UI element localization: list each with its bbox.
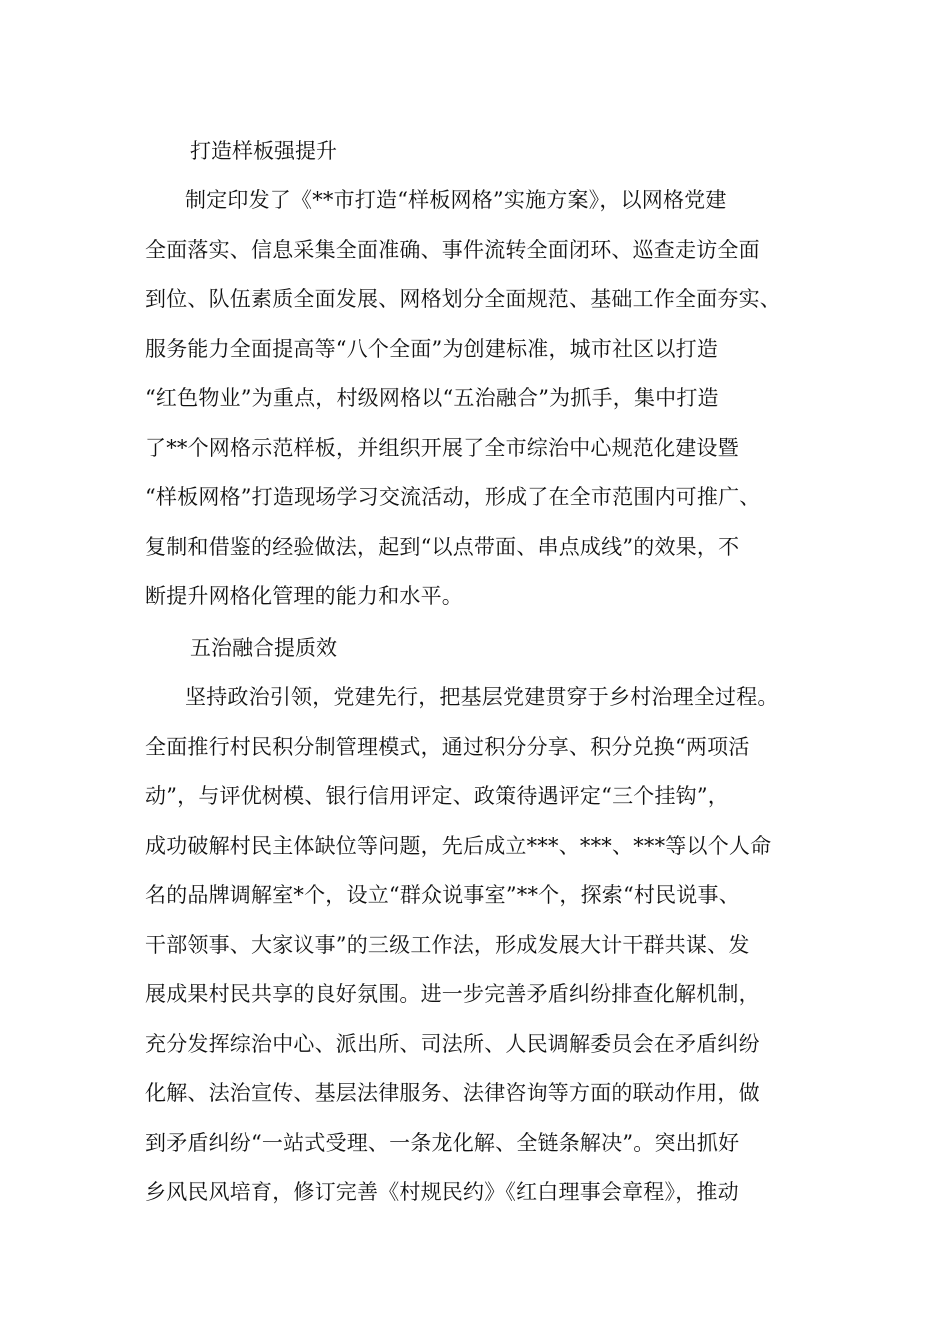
paragraph-line: 全面落实、信息采集全面准确、事件流转全面闭环、巡查走访全面 [145, 237, 760, 262]
paragraph-line: “样板网格”打造现场学习交流活动，形成了在全市范围内可推广、 [145, 485, 761, 509]
paragraph-line: 展成果村民共享的良好氛围。进一步完善矛盾纠纷排查化解机制， [145, 982, 760, 1006]
section-heading-1: 打造样板强提升 [190, 139, 337, 163]
paragraph-line: 了**个网格示范样板，并组织开展了全市综治中心规范化建设暨 [145, 435, 739, 460]
paragraph-line: 乡风民风培育，修订完善《村规民约》《红白理事会章程》，推动 [145, 1180, 739, 1204]
paragraph-line: 到位、队伍素质全面发展、网格划分全面规范、基础工作全面夯实、 [145, 287, 781, 311]
paragraph-line: 制定印发了《**市打造“样板网格”实施方案》，以网格党建 [185, 188, 727, 212]
paragraph-line: 复制和借鉴的经验做法，起到“以点带面、串点成线”的效果，不 [145, 534, 740, 559]
paragraph-line: 充分发挥综治中心、派出所、司法所、人民调解委员会在矛盾纠纷 [145, 1031, 760, 1056]
paragraph-line: 到矛盾纠纷“一站式受理、一条龙化解、全链条解决”。突出抓好 [145, 1130, 740, 1155]
paragraph-line: 坚持政治引领，党建先行，把基层党建贯穿于乡村治理全过程。 [185, 685, 779, 709]
paragraph-line: 全面推行村民积分制管理模式，通过积分分享、积分兑换“两项活 [145, 734, 750, 759]
section-paragraph-2 [145, 673, 815, 1218]
section-paragraph-1 [145, 176, 815, 622]
paragraph-line: 成功破解村民主体缺位等问题，先后成立***、***、***等以个人命 [145, 833, 772, 858]
paragraph-line: 化解、法治宣传、基层法律服务、法律咨询等方面的联动作用，做 [145, 1081, 760, 1105]
section-heading-2: 五治融合提质效 [190, 636, 337, 660]
paragraph-line: 名的品牌调解室*个，设立“群众说事室”**个，探索“村民说事、 [145, 883, 740, 907]
paragraph-line: “红色物业”为重点，村级网格以“五治融合”为抓手，集中打造 [145, 386, 719, 410]
paragraph-line: 断提升网格化管理的能力和水平。 [145, 584, 463, 608]
paragraph-line: 干部领事、大家议事”的三级工作法，形成发展大计干群共谋、发 [145, 932, 750, 957]
paragraph-line: 服务能力全面提高等“八个全面”为创建标准，城市社区以打造 [145, 336, 719, 361]
paragraph-line: 动”，与评优树模、银行信用评定、政策待遇评定“三个挂钩”， [145, 784, 730, 808]
